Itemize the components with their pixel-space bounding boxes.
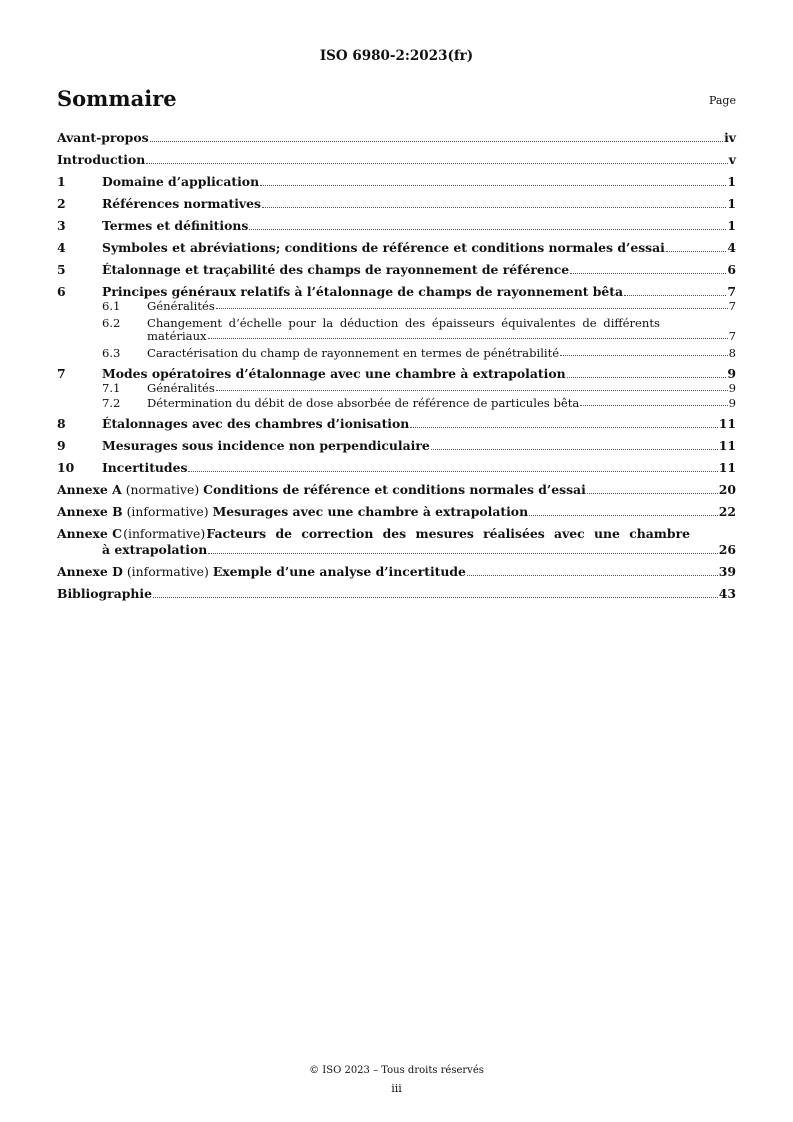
toc-entry-section-9[interactable]: [57, 438, 736, 454]
leader-dots: [260, 185, 726, 186]
toc-number: 4: [57, 240, 66, 255]
toc-entry-bibliographie[interactable]: [57, 586, 736, 602]
annex-prefix: Annexe C: [57, 526, 122, 541]
toc-page: 4: [727, 240, 736, 255]
annex-type: (informative): [126, 504, 209, 519]
page-column-label: Page: [708, 94, 736, 107]
toc-number: 9: [57, 438, 66, 453]
leader-dots: [216, 308, 728, 309]
toc-label-line2: à extrapolation: [102, 542, 208, 557]
leader-dots: [567, 377, 727, 378]
toc-page: 9: [727, 366, 736, 381]
toc-page: 9: [728, 396, 736, 410]
leader-dots: [146, 163, 728, 164]
toc-entry-section-8[interactable]: [57, 416, 736, 432]
toc-label: Conditions de référence et conditions normales d’essai: [203, 482, 586, 497]
leader-dots: [431, 449, 718, 450]
toc-entry-annex-a[interactable]: [57, 482, 736, 498]
toc-entry-section-6-3[interactable]: [57, 347, 736, 360]
leader-dots: [188, 471, 717, 472]
leader-dots: [529, 515, 718, 516]
toc-entry-section-3[interactable]: [57, 218, 736, 234]
toc-label: Introduction: [57, 152, 146, 167]
toc-entry-annex-d[interactable]: [57, 564, 736, 580]
toc-number: 6.3: [102, 346, 121, 360]
toc-label: Caractérisation du champ de rayonnement en termes de pénétrabilité: [147, 346, 560, 360]
copyright-notice: © ISO 2023 – Tous droits réservés: [309, 1065, 484, 1076]
toc-number: 1: [57, 174, 66, 189]
toc-number: 2: [57, 196, 66, 211]
toc-label: Modes opératoires d’étalonnage avec une chambre à extrapolation: [102, 366, 566, 381]
leader-dots: [467, 575, 718, 576]
toc-page: 6: [727, 262, 736, 277]
leader-dots: [410, 427, 717, 428]
toc-page: 20: [718, 482, 736, 497]
toc-entry-section-5[interactable]: [57, 262, 736, 278]
leader-dots: [587, 493, 718, 494]
toc-page: 1: [727, 196, 736, 211]
annex-prefix: Annexe D: [57, 564, 123, 579]
toc-label: Mesurages sous incidence non perpendiculaire: [102, 438, 430, 453]
toc-label-line1: Changement d’échelle pour la déduction des épaisseurs équivalentes de différents: [147, 316, 660, 330]
toc-number: 8: [57, 416, 66, 431]
leader-dots: [216, 390, 728, 391]
toc-number: 10: [57, 460, 75, 475]
toc-label: Mesurages avec une chambre à extrapolation: [212, 504, 529, 519]
annex-type: (informative): [123, 526, 206, 541]
toc-page: 7: [727, 284, 736, 299]
toc-page: 1: [727, 218, 736, 233]
toc-page: 7: [728, 329, 736, 343]
annex-type: (informative): [126, 564, 209, 579]
toc-label: Généralités: [147, 381, 215, 395]
leader-dots: [249, 229, 726, 230]
leader-dots: [624, 295, 726, 296]
toc-label: Références normatives: [102, 196, 261, 211]
toc-label: Principes généraux relatifs à l’étalonnage de champs de rayonnement bêta: [102, 284, 624, 299]
toc-entry-section-10[interactable]: [57, 460, 736, 476]
toc-entry-section-7-2[interactable]: [57, 397, 736, 410]
toc-entry-section-6-1[interactable]: [57, 300, 736, 313]
toc-label: Étalonnage et traçabilité des champs de rayonnement de référence: [102, 262, 570, 277]
toc-entry-section-2[interactable]: [57, 196, 736, 212]
toc-entry-section-1[interactable]: [57, 174, 736, 190]
toc-label: Avant-propos: [57, 130, 149, 145]
toc-page: 7: [728, 299, 736, 313]
toc-page: 43: [718, 586, 736, 601]
leader-dots: [666, 251, 726, 252]
annex-prefix: Annexe B: [57, 504, 123, 519]
toc-number: 7.1: [102, 381, 121, 395]
toc-page: 11: [718, 416, 736, 431]
toc-label: Domaine d’application: [102, 174, 260, 189]
toc-number: 3: [57, 218, 66, 233]
toc-label: Termes et définitions: [102, 218, 249, 233]
toc-label: Exemple d’une analyse d’incertitude: [212, 564, 466, 579]
toc-entry-section-6[interactable]: [57, 284, 736, 300]
toc-page: iv: [724, 130, 736, 145]
toc-label: Détermination du débit de dose absorbée de référence de particules bêta: [147, 396, 580, 410]
toc-entry-section-7[interactable]: [57, 366, 736, 382]
toc-page: 11: [718, 460, 736, 475]
annex-prefix: Annexe A: [57, 482, 122, 497]
leader-dots: [560, 355, 727, 356]
toc-page: 26: [718, 542, 736, 557]
toc-number: 6: [57, 284, 66, 299]
toc-number: 7: [57, 366, 66, 381]
toc-label: Symboles et abréviations; conditions de référence et conditions normales d’essai: [102, 240, 665, 255]
leader-dots: [262, 207, 726, 208]
toc-page: 11: [718, 438, 736, 453]
leader-dots: [150, 141, 724, 142]
toc-number: 6.1: [102, 299, 121, 313]
toc-page: 22: [718, 504, 736, 519]
toc-page: 8: [728, 346, 736, 360]
toc-number: 7.2: [102, 396, 121, 410]
leader-dots: [570, 273, 726, 274]
page-number: iii: [391, 1082, 402, 1095]
leader-dots: [580, 405, 727, 406]
toc-label: Incertitudes: [102, 460, 188, 475]
toc-number: 6.2: [102, 316, 121, 330]
toc-page: v: [728, 152, 736, 167]
toc-label-line2: matériaux: [147, 329, 207, 343]
page-title: Sommaire: [57, 86, 177, 111]
toc-entry-introduction[interactable]: [57, 152, 736, 168]
toc-page: 9: [728, 381, 736, 395]
leader-dots: [208, 338, 728, 339]
toc-entry-section-6-2[interactable]: [57, 317, 736, 343]
toc-entry-annex-c[interactable]: [57, 526, 736, 558]
title-row: [57, 86, 736, 116]
toc-label: Bibliographie: [57, 586, 153, 601]
toc-entry-section-4[interactable]: [57, 240, 736, 256]
toc-entry-section-7-1[interactable]: [57, 382, 736, 395]
toc-label-line1: Facteurs de correction des mesures réalisées avec une chambre: [206, 526, 690, 541]
leader-dots: [153, 597, 718, 598]
toc-label: Généralités: [147, 299, 215, 313]
annex-type: (normative): [125, 482, 200, 497]
toc-page: 39: [718, 564, 736, 579]
toc-label: Étalonnages avec des chambres d’ionisation: [102, 416, 410, 431]
leader-dots: [208, 553, 717, 554]
toc-page: 1: [727, 174, 736, 189]
toc-entry-avant-propos[interactable]: [57, 130, 736, 146]
toc-number: 5: [57, 262, 66, 277]
document-id: ISO 6980-2:2023(fr): [319, 48, 474, 64]
toc-entry-annex-b[interactable]: [57, 504, 736, 520]
table-of-contents: [57, 130, 736, 602]
